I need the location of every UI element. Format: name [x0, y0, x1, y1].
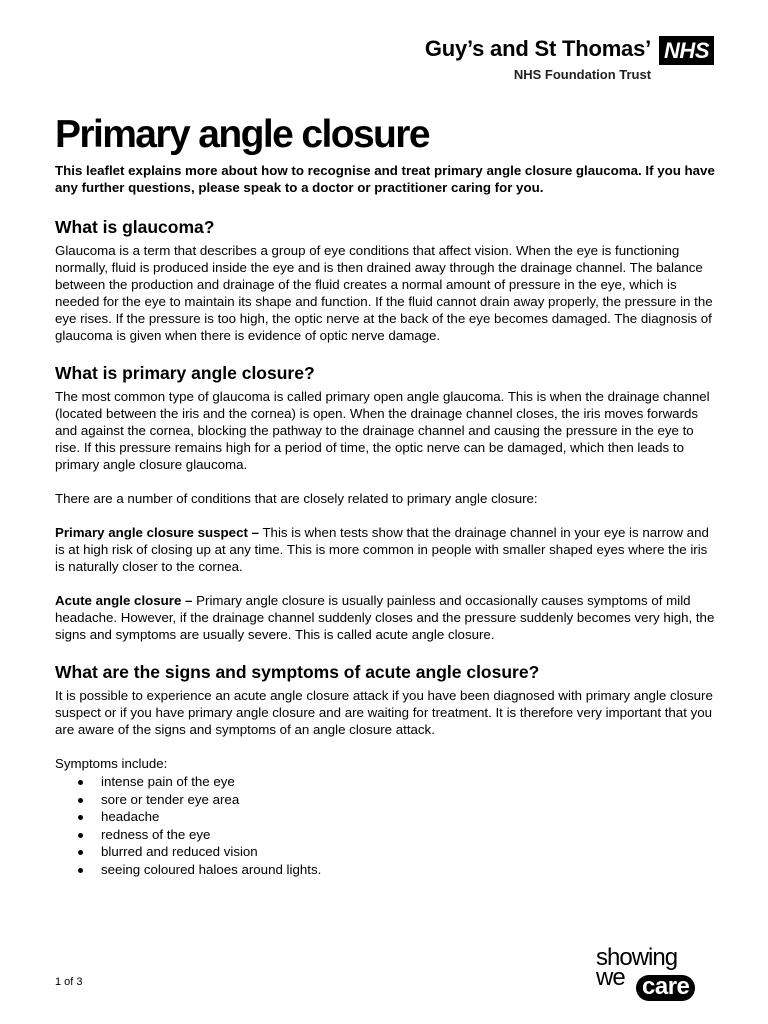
definition-suspect: [55, 524, 715, 575]
list-item: blurred and reduced vision: [76, 843, 715, 861]
section-heading-pac: What is primary angle closure?: [55, 363, 315, 383]
list-item: headache: [76, 808, 715, 826]
section-body-pac: The most common type of glaucoma is called primary open angle glaucoma. This is when the drainage channel (located between the iris and the cornea) is open. When the drainage channel closes, the iris moves forwards and against the cornea, blocking the pathway to the drainage channel and causing the pressure in the eye to rise. If this pressure remains high for a period of time, the optic nerve can be damaged, which then leads to primary angle closure glaucoma.: [55, 389, 710, 472]
definition-text-acute: Primary angle closure is usually painless and occasionally causes symptoms of mild headache. However, if the drainage channel suddenly closes and the pressure suddenly becomes very high, the signs and symptoms are usually severe. This is called acute angle closure.: [55, 593, 715, 642]
definition-text-suspect: This is when tests show that the drainage channel in your eye is narrow and is at high risk of closing up at any time. This is more common in people with smaller shaped eyes where the iris is naturally closer to the cornea.: [55, 525, 709, 574]
definition-acute: [55, 592, 715, 643]
page-title: Primary angle closure: [55, 113, 429, 156]
org-header: [425, 36, 714, 84]
list-item: intense pain of the eye: [76, 773, 715, 791]
page-number: 1 of 3: [55, 976, 83, 988]
org-name: Guy’s and St Thomas’: [424, 36, 652, 61]
list-item: sore or tender eye area: [76, 791, 715, 809]
list-item: redness of the eye: [76, 826, 715, 844]
section-body-symptoms: It is possible to experience an acute angle closure attack if you have been diagnosed with primary angle closure suspect or if you have primary angle closure and are waiting for treatment. It is therefore very important that you are aware of the signs and symptoms of an angle closure attack.: [55, 688, 713, 737]
org-text: [425, 36, 651, 84]
nhs-logo: NHS: [659, 36, 714, 65]
related-conditions-intro: There are a number of conditions that are closely related to primary angle closure:: [55, 491, 538, 506]
section-glaucoma: [55, 216, 715, 344]
logo-line-showing: showing: [596, 944, 678, 971]
definition-term-acute: Acute angle closure –: [55, 593, 193, 608]
section-body-glaucoma: Glaucoma is a term that describes a group of eye conditions that affect vision. When the eye is functioning normally, fluid is produced inside the eye and is then drained away through the drainage channel. The balance between the production and drainage of the fluid creates a normal amount of pressure in the eye, which is needed for the eye to maintain its shape and function. If the fluid cannot drain away properly, the pressure in the eye rises. If the pressure is too high, the optic nerve at the back of the eye becomes damaged. The diagnosis of glaucoma is given when there is evidence of optic nerve damage.: [55, 243, 713, 343]
definition-term-suspect: Primary angle closure suspect –: [55, 525, 259, 540]
logo-line-we: we: [596, 964, 625, 991]
showing-we-care-logo: [596, 946, 716, 1006]
org-subtitle: NHS Foundation Trust: [513, 67, 652, 82]
symptoms-list: [55, 773, 715, 879]
symptoms-label: Symptoms include:: [55, 756, 168, 771]
main-content: [55, 112, 715, 879]
section-heading-symptoms: What are the signs and symptoms of acute angle closure?: [55, 662, 540, 682]
section-primary-angle-closure: [55, 362, 715, 643]
section-heading-glaucoma: What is glaucoma?: [55, 217, 215, 237]
section-symptoms: [55, 661, 715, 879]
intro-paragraph: This leaflet explains more about how to recognise and treat primary angle closure glaucoma. If you have any further questions, please speak to a doctor or practitioner caring for you.: [55, 163, 715, 195]
logo-care-badge: care: [636, 975, 695, 1001]
list-item: seeing coloured haloes around lights.: [76, 861, 715, 879]
